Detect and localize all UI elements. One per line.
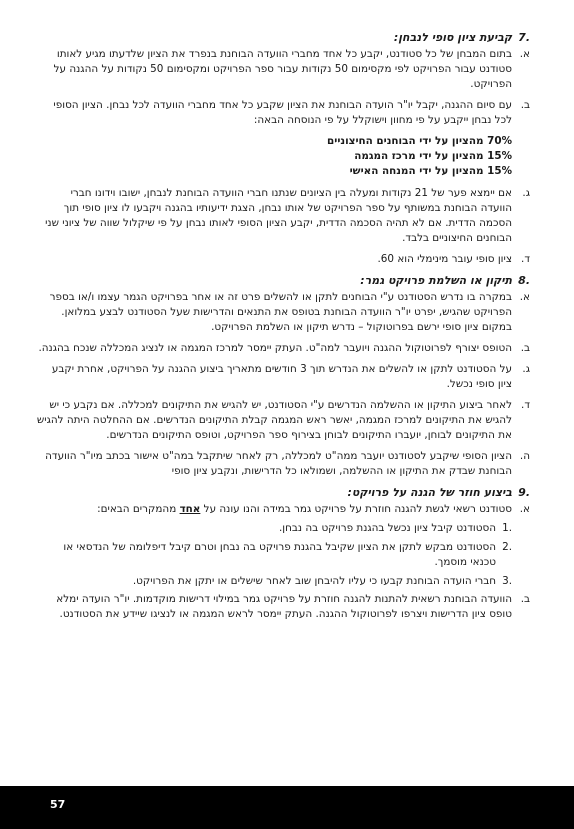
list-item [36,362,530,392]
list-item [36,252,530,267]
page-number: 57 [50,798,66,811]
section-number: .9 [518,486,530,499]
sub-item-number: .3 [502,575,512,587]
item-text: בתום המבחן של כל סטודנט, יקבע כל אחד מחברי הוועדה הבוחנת בנפרד את הציון שלדעתו מגיע לאותו סטודנט עבור הפרויקט לפי מקסימום 50 נקודות עבור ספר הפרויקט ומקסימום 50 נקודות על ההגנה על הפרויקט. [53,48,512,90]
sub-item-text: חברי הועדה הבוחנת קבעו כי עליו להיבחן שוב לאחר שישלים או יתקן את הפרויקט. [132,575,496,587]
item-text-part: סטודנט רשאי לגשת להגנה חוזרת על פרויקט גמר במידה והנו עונה על [200,503,512,515]
item-letter: א. [519,503,530,515]
list-item [36,47,530,92]
section-number: .7 [518,31,530,44]
section-number: .8 [518,274,530,287]
item-letter: א. [519,48,530,60]
item-text-part: מהמקרים הבאים: [97,503,180,515]
item-letter: ב. [520,342,530,354]
section-repeat-defense [36,485,530,622]
item-letter: ב. [520,593,530,605]
section-title: ביצוע חוזר של הגנה על פרויקט: [347,486,512,499]
item-text: אם יימצא פער של 21 נקודות ומעלה בין הציונים שנתנו חברי הוועדה הבוחנת לנבחן, ישובו וידונו חברי הוועדה הבוחנת במשותף על ספר הפרויקט של אותו נבחן, הצגת ידיעותיו בהגנה ויקבעו לו ציון סופי תוך הסכמה הדדית. אם לא תהיה הסכמה הדדית, יקבע הציון הסופי לאותו נבחן על פי שיקלול שווה של ציוני שני הבוחנים החיצוניים בלבד. [45,187,512,244]
item-text: במקרה בו נדרש הסטודנט ע"י הבוחנים לתקן או להשלים פרט זה או אחר בפרויקט הגמר עצמו ו/או בספר הפרויקט שהגיש, יפרט יו"ר הוועדה הבוחנת בטופס את התנאים והדרישות שעל הסטודנט לבצע במלואן. במקום ציון סופי ירשם בפרוטוקול – נדרש תיקון או השלמת הפרויקט. [49,291,512,333]
list-item [36,592,530,622]
section-title: תיקון או השלמת פרויקט גמר: [360,274,512,287]
page-footer [0,786,574,829]
sub-list-item [36,574,512,589]
item-letter: ה. [519,450,530,462]
item-text: עם סיום ההגנה, יקבל יו"ר הועדה הבוחנת את הציון שקבע כל אחד מחברי הוועדה לכל נבחן. הציון הסופי לכל נבחן ייקבע על פי מחוון וישוקלל על פי הנוסחה הבאה: [53,99,512,126]
item-text [36,502,512,517]
item-letter: א. [519,291,530,303]
sub-item-number: .2 [502,541,512,553]
section-heading [36,273,530,288]
sub-item-text: הסטודנט מבקש לתקן את הציון שקיבל בהגנת פרויקט בה נבחן וטרם קיבל דיפלומה של הנדסאי או טכנאי מוסמך. [63,541,496,568]
list-item [36,98,530,128]
item-letter: ד. [521,253,530,265]
item-text: הציון הסופי שיקבע לסטודנט יועבר ממה"ט למכללה, רק לאחר שיתקבל במה"ט אישור בכתב מיו"ר הוועדה הבוחנת שבדק את התיקון או ההשלמה, ושמולאו כל הדרישות, ונקבע ציון סופי [45,450,512,477]
item-letter: ב. [520,99,530,111]
section-heading [36,30,530,45]
weight-line: 15% מהציון על ידי המנחה האישי [349,165,512,177]
item-letter: ג. [522,187,530,199]
weight-line: 15% מהציון על ידי מרכז המגמה [354,150,512,162]
item-letter: ד. [521,399,530,411]
item-text: לאחר ביצוע התיקון או ההשלמה הנדרשים ע"י הסטודנט, יש להגיש את התיקונים למכללה. אם נקבע כי יש להגיש את התיקונים למרכז המגמה, יאשר ראש המגמה קבלת התיקונים הנדרשים. אם ההחלטה היתה להגיש את התיקונים לבוחן, יועברו התיקונים לבוחן בצירוף ספר הפרויקט, וטופס התיקונים הנדרשים. [36,399,512,441]
item-text: הטופס יצורף לפרוטוקול ההגנה ויועבר למה"ט. העתק יימסר למרכז המגמה או לנציג המכללה שנכח בהגנה. [38,342,512,354]
list-item [36,290,530,335]
item-text: על הסטודנט לתקן או להשלים את הנדרש תוך 3 חודשים מתאריך ביצוע ההגנה על הפרויקט, אחרת יקבע ציון סופי נכשל. [51,363,512,390]
sub-list-item [36,540,512,570]
section-final-grade [36,30,530,267]
weight-line: 70% מהציון על ידי הבוחנים החיצוניים [327,135,512,147]
section-project-correction [36,273,530,479]
section-heading [36,485,530,500]
item-text: ציון סופי עובר מינימלי הוא 60. [377,253,512,265]
grade-weights [36,134,512,179]
sub-list-item [36,521,512,536]
sub-item-text: הסטודנט קיבל ציון נכשל בהגנת פרויקט בה נבחן. [278,522,496,534]
sub-item-number: .1 [502,522,512,534]
list-item [36,186,530,246]
list-item [36,502,530,517]
item-text: הוועדה הבוחנת רשאית להתנות להגנה חוזרת על פרויקט גמר במילוי דרישות מוקדמות. יו"ר הועדה ימלא טופס ציון הדרישות ויצרפו לפרוטוקול ההגנה. העתק יימסר לראש המגמה או לנציגו שיידע את הסטודנט. [56,593,512,620]
list-item [36,449,530,479]
page-content [36,30,530,628]
list-item [36,398,530,443]
emphasized-word: אחד [179,503,201,515]
list-item [36,341,530,356]
item-letter: ג. [522,363,530,375]
section-title: קביעת ציון סופי לנבחן: [393,31,512,44]
